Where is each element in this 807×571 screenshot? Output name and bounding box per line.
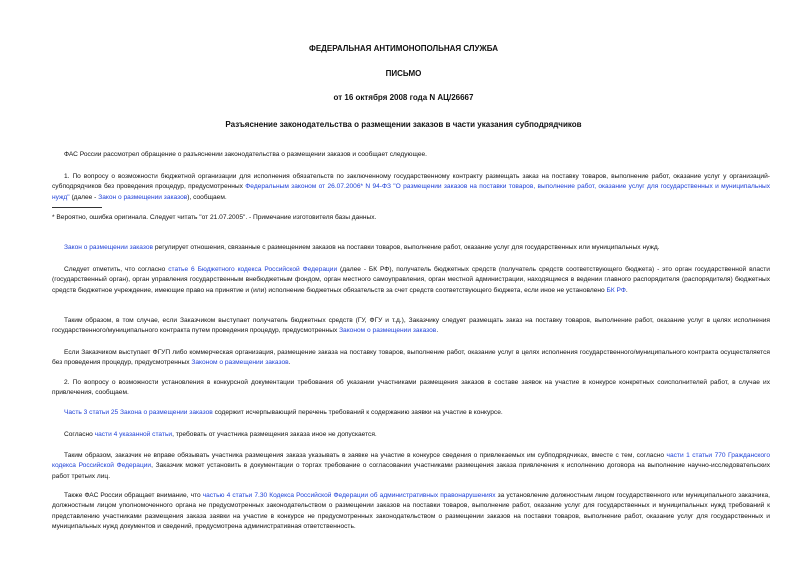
procurement-law-link[interactable]: Законом о размещении заказов — [191, 359, 289, 367]
paragraph-3-text-2: (далее - БК РФ), получатель бюджетных средств (получатель средств соответствующего бюджета) - это орган государственной власти (государственный орган), орган управления государственным внебюджетным фондом, орган местного самоуправления, орган местной администрации, находящиеся в ведении главного распорядителя (распорядителя) бюджетных средств бюджетное учреждение, имеющие право на принятие и (или) исполнение бюджетных обязательств за счет средств соответствующего бюджета, если иное не установлено — [52, 266, 770, 294]
paragraph-9-text-2: , Заказчик может установить в документации о торгах требование о согласовании участниками размещения заказа привлечения к исполнению договора на выполнение научно-исследовательских работ третьих лиц. — [52, 462, 770, 480]
paragraph-8-text-2: , требовать от участника размещения заказа иное не допускается. — [172, 431, 377, 438]
paragraph-5-text: Если Заказчиком выступает ФГУП либо коммерческая организация, размещение заказа на поставку товаров, выполнение работ, оказание услуг в целях исполнения государственного/муниципального контракта осуществляется без проведения процедур, предусмотренных — [52, 349, 770, 367]
paragraph-4-text: Таким образом, в том случае, если Заказчиком выступает получатель бюджетных средств (ГУ, ФГУ и т.д.), Заказчику следует размещать заказ на поставку товаров, выполнение работ, оказание услуг в целях исполнения государственного/муниципального контракта путем проведения процедур, предусмотренных — [52, 317, 770, 335]
paragraph-2 — [52, 243, 770, 253]
paragraph-6: 2. По вопросу о возможности установления в конкурсной документации требования об указании участниками размещения заказов в составе заявок на участие в конкурсе конкретных соисполнителей работ, в случае их привлечения, сообщаем. — [52, 379, 770, 397]
admin-code-article-7-30-link[interactable]: частью 4 статьи 7.30 Кодекса Российской Федерации об административных правонарушениях — [202, 492, 496, 499]
paragraph-10-text: Также ФАС России обращает внимание, что — [64, 492, 203, 499]
paragraph-3-text-3: . — [625, 286, 628, 294]
subject-heading: Разъяснение законодательства о размещении заказов в части указания субподрядчиков — [225, 120, 582, 129]
doc-type-heading: ПИСЬМО — [385, 69, 422, 78]
footnote-divider — [52, 207, 102, 208]
paragraph-4-text-2: . — [436, 327, 439, 335]
paragraph-7-text: содержит исчерпывающий перечень требований к содержанию заявки на участие в конкурсе. — [212, 409, 503, 416]
footnote: * Вероятно, ошибка оригинала. Следует читать "от 21.07.2005". - Примечание изготовителя базы данных. — [52, 214, 377, 221]
paragraph-4 — [52, 316, 770, 337]
paragraph-10-text-2: за установление должностным лицом государственного или муниципального заказчика, должностным лицом уполномоченного органа не предусмотренных законодательством о размещении заказов на поставки товаров, выполнение работ, оказание услуг для государственных и муниципальных нужд требований к представлению участниками размещения заказа заявки на участие в конкурсе не предусмотренных законодательством о размещении заказов на поставки товаров, выполнение работ, оказание услуг для государственных и муниципальных нужд документов и сведений, предусмотрена административная ответственность. — [52, 492, 770, 530]
procurement-law-link[interactable]: Закон о размещении заказов — [98, 193, 188, 201]
paragraph-1-text-3: ), сообщаем. — [187, 193, 227, 201]
procurement-law-link[interactable]: Законом о размещении заказов — [339, 327, 437, 335]
paragraph-8 — [52, 430, 770, 440]
paragraph-3 — [52, 265, 770, 296]
civil-code-article-770-link[interactable]: части 1 статьи 770 Гражданского кодекса Российской Федерации — [52, 452, 770, 470]
paragraph-3-text: Следует отметить, что согласно — [64, 266, 169, 273]
paragraph-2-text: регулирует отношения, связанные с размещением заказов на поставки товаров, выполнение работ, оказание услуг для государственных или муниципальных нужд. — [153, 244, 660, 251]
law-94fz-link[interactable]: Федеральным законом от 26.07.2006* N 94-ФЗ "О размещении заказов на поставки товаров, выполнение работ, оказание услуг для государственных и муниципальных нужд" — [52, 183, 770, 201]
procurement-law-link[interactable]: Закон о размещении заказов — [64, 244, 154, 251]
intro-paragraph: ФАС России рассмотрел обращение о разъяснении законодательства о размещении заказов и сообщает следующее. — [64, 151, 428, 158]
article-25-part-3-link[interactable]: Часть 3 статьи 25 Закона о размещении заказов — [64, 409, 213, 416]
paragraph-8-text: Согласно — [64, 431, 95, 438]
article-part-4-link[interactable]: части 4 указанной статьи — [94, 431, 173, 438]
paragraph-1-text-2: (далее - — [69, 193, 99, 201]
budget-code-link[interactable]: БК РФ — [606, 286, 626, 294]
date-number-heading: от 16 октября 2008 года N АЦ/26667 — [333, 93, 474, 102]
agency-heading: ФЕДЕРАЛЬНАЯ АНТИМОНОПОЛЬНАЯ СЛУЖБА — [309, 44, 498, 53]
paragraph-5-text-2: . — [288, 359, 291, 367]
paragraph-9-text: Таким образом, заказчик не вправе обязывать участника размещения заказа указывать в заявке на участие в конкурсе сведения о привлекаемых им субподрядчиках, вместе с тем, согласно — [64, 452, 667, 459]
paragraph-7 — [52, 408, 770, 418]
paragraph-5 — [52, 348, 770, 369]
paragraph-1-text: 1. По вопросу о возможности бюджетной организации для исполнения обязательств по заключенному государственному контракту размещать заказ на поставку товаров, выполнение работ, оказание услуг у организаций-субподрядчиков без проведения процедур, предусмотренных — [52, 173, 770, 191]
budget-code-article-6-link[interactable]: статье 6 Бюджетного кодекса Российской Федерации — [168, 266, 338, 273]
paragraph-1 — [52, 172, 770, 203]
paragraph-10 — [52, 491, 770, 532]
paragraph-9 — [52, 451, 770, 482]
